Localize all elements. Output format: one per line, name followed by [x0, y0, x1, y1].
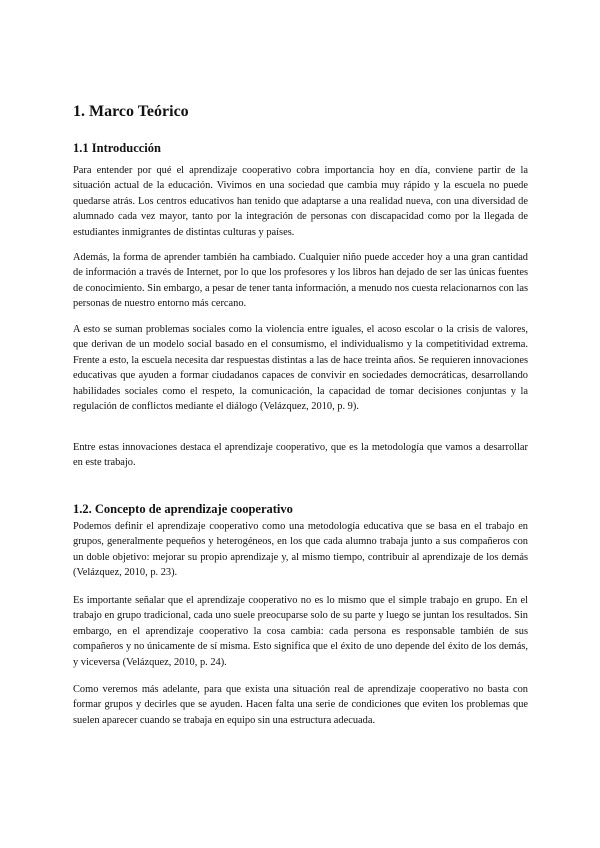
intro-paragraph: Para entender por qué el aprendizaje cooperativo cobra importancia hoy en día, conviene partir de la situación actual de la educación. Vivimos en una sociedad que cambia muy rápido y la escuela no puede quedarse atrás. Los centros educativos han tenido que adaptarse a una realidad nueva, con una diversidad de alumnado cada vez mayor, tanto por la integración de personas con discapacidad como por la llegada de estudiantes inmigrantes de distintas culturas y países. — [73, 165, 528, 238]
intro-paragraph: A esto se suman problemas sociales como la violencia entre iguales, el acoso escolar o la crisis de valores, que derivan de un modelo social basado en el consumismo, el individualismo y la competitividad extrema. Frente a esto, la escuela necesita dar respuestas distintas a las de hace treinta años. Se requieren innovaciones educativas que ayuden a formar ciudadanos capaces de convivir en sociedades democráticas, desarrollando habilidades sociales como el respeto, la comunicación, la capacidad de tomar decisiones conjuntas y la regulación de conflictos mediante el diálogo (Velázquez, 2010, p. 9). — [73, 324, 528, 413]
intro-paragraph: Entre estas innovaciones destaca el aprendizaje cooperativo, que es la metodología que vamos a desarrollar en este trabajo. — [73, 442, 528, 469]
concept-paragraph: Es importante señalar que el aprendizaje cooperativo no es lo mismo que el simple trabajo en grupo. En el trabajo en grupo tradicional, cada uno suele preocuparse solo de su parte y luego se juntan los resultados. Sin embargo, en el aprendizaje cooperativo la cosa cambia: cada persona es responsable también de sus compañeros y no únicamente de sí misma. Esto significa que el éxito de uno depende del éxito de los demás, y viceversa (Velázquez, 2010, p. 24). — [73, 595, 528, 668]
section-title: 1. Marco Teórico — [73, 103, 189, 120]
intro-heading: 1.1 Introducción — [73, 141, 161, 155]
concept-paragraph: Como veremos más adelante, para que exista una situación real de aprendizaje cooperativo no basta con formar grupos y decirles que se ayuden. Hacen falta una serie de condiciones que eviten los problemas que suelen aparecer cuando se trabaja en equipo sin una estructura adecuada. — [73, 684, 528, 726]
concept-heading: 1.2. Concepto de aprendizaje cooperativo — [73, 502, 293, 516]
intro-paragraph: Además, la forma de aprender también ha cambiado. Cualquier niño puede acceder hoy a una gran cantidad de información a través de Internet, por lo que los profesores y los libros han dejado de ser las únicas fuentes de conocimiento. Sin embargo, a pesar de tener tanta información, a menudo nos cuesta relacionarnos con las personas de nuestro entorno más cercano. — [73, 252, 528, 310]
concept-paragraph: Podemos definir el aprendizaje cooperativo como una metodología educativa que se basa en el trabajo en grupos, generalmente pequeños y heterogéneos, en los que cada alumno trabaja junto a sus compañeros con un doble objetivo: mejorar su propio aprendizaje y, al mismo tiempo, contribuir al aprendizaje de los demás (Velázquez, 2010, p. 23). — [73, 521, 528, 579]
